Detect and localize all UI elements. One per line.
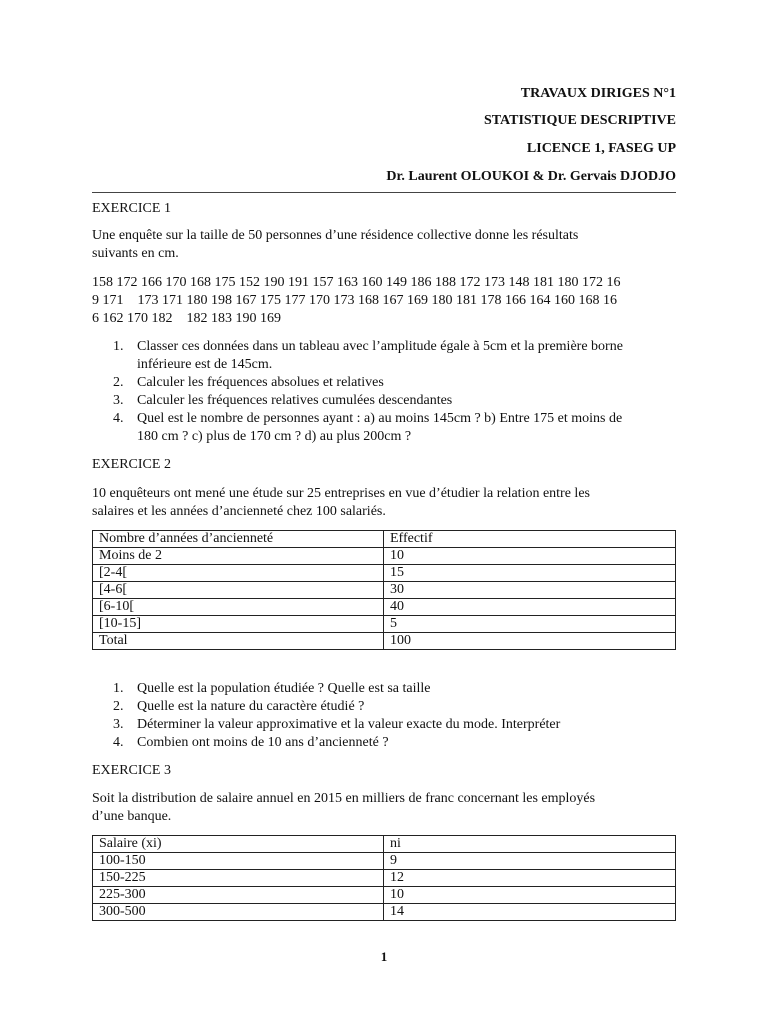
question-number: 2.	[113, 375, 124, 390]
doc-level: LICENCE 1, FASEG UP	[526, 141, 676, 156]
table-row	[93, 870, 676, 887]
question-number: 2.	[113, 699, 124, 714]
table-cell: 100-150	[93, 853, 384, 870]
table-cell: 150-225	[93, 870, 384, 887]
question-text: Combien ont moins de 10 ans d’ancienneté ?	[137, 735, 389, 750]
question-number: 3.	[113, 393, 124, 408]
question-text: Déterminer la valeur approximative et la valeur exacte du mode. Interpréter	[137, 717, 561, 732]
question-item	[92, 734, 682, 752]
exercise-1-title: EXERCICE 1	[92, 201, 171, 216]
exercise-1-intro-line-2: suivants en cm.	[92, 246, 179, 261]
exercise-1-data-line-3: 6 162 170 182 182 183 190 169	[92, 311, 281, 326]
exercise-2-questions	[92, 680, 682, 752]
question-item	[92, 338, 682, 374]
table-cell: 225-300	[93, 887, 384, 904]
table-cell: 15	[384, 565, 676, 582]
question-text-line-2: 180 cm ? c) plus de 170 cm ? d) au plus 200cm ?	[137, 429, 412, 444]
table-row	[93, 887, 676, 904]
table-cell: Moins de 2	[93, 548, 384, 565]
question-item	[92, 698, 682, 716]
exercise-1-data-line-2: 9 171 173 171 180 198 167 175 177 170 173 168 167 169 180 181 178 166 164 160 168 16	[92, 293, 617, 308]
table-row	[93, 565, 676, 582]
doc-subject: STATISTIQUE DESCRIPTIVE	[483, 113, 676, 128]
table-cell: [6-10[	[93, 599, 384, 616]
doc-title: TRAVAUX DIRIGES N°1	[520, 86, 676, 101]
table-cell: 5	[384, 616, 676, 633]
table-header-cell: ni	[384, 836, 676, 853]
question-text-line-1: Calculer les fréquences relatives cumulées descendantes	[137, 393, 453, 408]
exercise-3-intro-line-2: d’une banque.	[92, 809, 172, 824]
question-text: Quelle est la population étudiée ? Quelle est sa taille	[137, 681, 431, 696]
exercise-3-intro-line-1: Soit la distribution de salaire annuel en 2015 en milliers de franc concernant les employés	[92, 791, 596, 806]
question-text-line-1: Classer ces données dans un tableau avec l’amplitude égale à 5cm et la première borne	[137, 339, 623, 354]
question-text-line-1: Quel est le nombre de personnes ayant : a) au moins 145cm ? b) Entre 175 et moins de	[137, 411, 623, 426]
exercise-1-intro-line-1: Une enquête sur la taille de 50 personnes d’une résidence collective donne les résultats	[92, 228, 579, 243]
header-divider	[92, 192, 676, 193]
question-text-line-1: Calculer les fréquences absolues et relatives	[137, 375, 384, 390]
doc-authors: Dr. Laurent OLOUKOI & Dr. Gervais DJODJO	[386, 169, 676, 184]
table-row	[93, 853, 676, 870]
table-cell: 40	[384, 599, 676, 616]
table-header-cell: Effectif	[384, 531, 676, 548]
question-text: Quelle est la nature du caractère étudié ?	[137, 699, 365, 714]
table-cell: 9	[384, 853, 676, 870]
salary-table	[92, 835, 676, 921]
question-item	[92, 410, 682, 446]
table-cell: 300-500	[93, 904, 384, 921]
exercise-1-questions	[92, 338, 682, 446]
question-item	[92, 392, 682, 410]
table-cell: 100	[384, 633, 676, 650]
question-item	[92, 716, 682, 734]
table-row	[93, 616, 676, 633]
question-number: 1.	[113, 681, 124, 696]
table-row	[93, 599, 676, 616]
question-text-line-2: inférieure est de 145cm.	[137, 357, 273, 372]
table-cell: [4-6[	[93, 582, 384, 599]
question-number: 4.	[113, 411, 124, 426]
table-cell: 10	[384, 887, 676, 904]
question-item	[92, 374, 682, 392]
table-header-cell: Salaire (xi)	[93, 836, 384, 853]
question-item	[92, 680, 682, 698]
table-row	[93, 904, 676, 921]
seniority-table	[92, 530, 676, 650]
table-cell: 12	[384, 870, 676, 887]
exercise-2-title: EXERCICE 2	[92, 457, 171, 472]
question-number: 1.	[113, 339, 124, 354]
table-cell: [2-4[	[93, 565, 384, 582]
table-cell: 10	[384, 548, 676, 565]
question-number: 4.	[113, 735, 124, 750]
table-row	[93, 582, 676, 599]
page-number: 1	[380, 949, 388, 964]
question-number: 3.	[113, 717, 124, 732]
table-header-row	[93, 531, 676, 548]
table-cell: Total	[93, 633, 384, 650]
exercise-2-intro-line-2: salaires et les années d’ancienneté chez 100 salariés.	[92, 504, 386, 519]
table-cell: [10-15]	[93, 616, 384, 633]
exercise-1-data-line-1: 158 172 166 170 168 175 152 190 191 157 163 160 149 186 188 172 173 148 181 180 172 16	[92, 275, 621, 290]
table-header-row	[93, 836, 676, 853]
table-row-total	[93, 633, 676, 650]
exercise-3-title: EXERCICE 3	[92, 763, 171, 778]
table-row	[93, 548, 676, 565]
table-header-cell: Nombre d’années d’ancienneté	[93, 531, 384, 548]
table-cell: 14	[384, 904, 676, 921]
table-cell: 30	[384, 582, 676, 599]
exercise-2-intro-line-1: 10 enquêteurs ont mené une étude sur 25 entreprises en vue d’étudier la relation entre les	[92, 486, 590, 501]
